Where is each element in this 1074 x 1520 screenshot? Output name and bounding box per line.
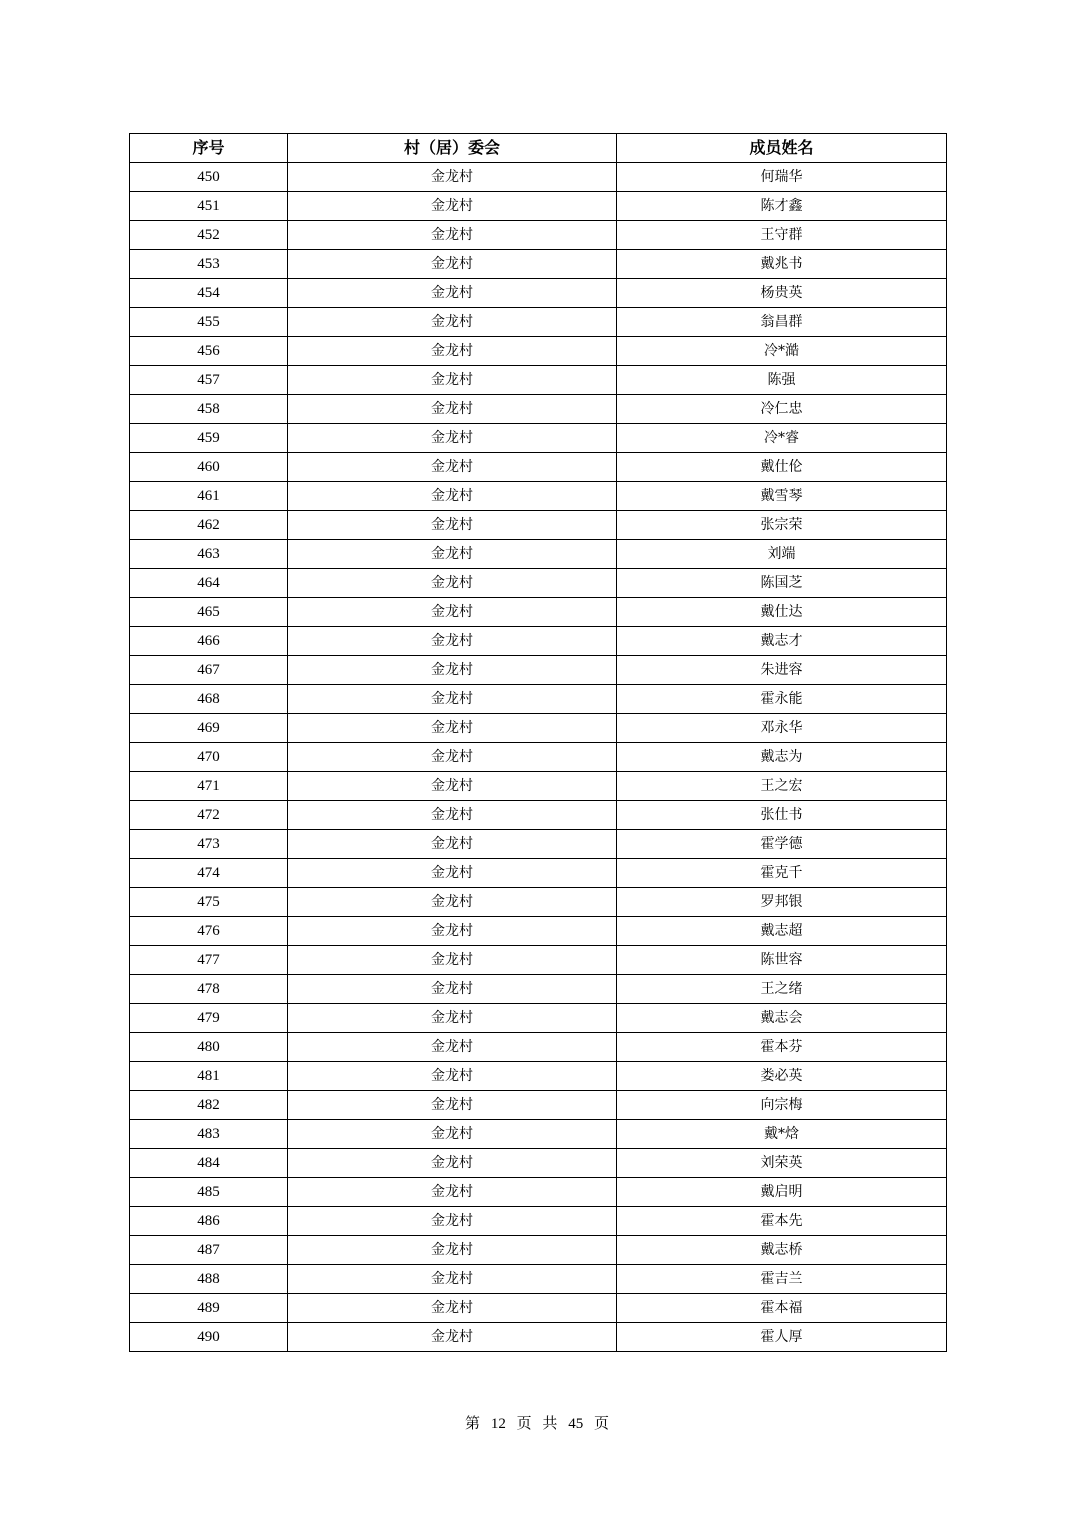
cell-serial-number: 474	[130, 859, 288, 888]
table-row	[130, 279, 947, 308]
cell-member-name: 张仕书	[617, 801, 947, 830]
footer-total-word: 共	[542, 1414, 558, 1432]
cell-member-name: 霍本福	[617, 1294, 947, 1323]
cell-village-committee: 金龙村	[288, 1265, 617, 1294]
table-row	[130, 1265, 947, 1294]
cell-village-committee: 金龙村	[288, 1033, 617, 1062]
page-footer	[0, 1412, 1074, 1433]
cell-village-committee: 金龙村	[288, 743, 617, 772]
cell-village-committee: 金龙村	[288, 888, 617, 917]
cell-village-committee: 金龙村	[288, 337, 617, 366]
cell-serial-number: 485	[130, 1178, 288, 1207]
cell-village-committee: 金龙村	[288, 685, 617, 714]
cell-member-name: 霍永能	[617, 685, 947, 714]
cell-serial-number: 455	[130, 308, 288, 337]
cell-village-committee: 金龙村	[288, 859, 617, 888]
cell-member-name: 王之绪	[617, 975, 947, 1004]
cell-member-name: 戴*焓	[617, 1120, 947, 1149]
cell-village-committee: 金龙村	[288, 1120, 617, 1149]
cell-member-name: 陈国芝	[617, 569, 947, 598]
cell-serial-number: 462	[130, 511, 288, 540]
cell-village-committee: 金龙村	[288, 1323, 617, 1352]
cell-member-name: 刘荣英	[617, 1149, 947, 1178]
cell-serial-number: 450	[130, 163, 288, 192]
table-row	[130, 801, 947, 830]
cell-member-name: 陈世容	[617, 946, 947, 975]
cell-village-committee: 金龙村	[288, 1149, 617, 1178]
cell-serial-number: 466	[130, 627, 288, 656]
cell-member-name: 戴志才	[617, 627, 947, 656]
cell-village-committee: 金龙村	[288, 569, 617, 598]
header-member-name: 成员姓名	[617, 134, 947, 163]
table-row	[130, 424, 947, 453]
cell-serial-number: 461	[130, 482, 288, 511]
cell-village-committee: 金龙村	[288, 308, 617, 337]
table-row	[130, 1323, 947, 1352]
cell-village-committee: 金龙村	[288, 627, 617, 656]
table-row	[130, 250, 947, 279]
table-row	[130, 1294, 947, 1323]
cell-member-name: 朱进容	[617, 656, 947, 685]
cell-member-name: 何瑞华	[617, 163, 947, 192]
cell-serial-number: 453	[130, 250, 288, 279]
table-row	[130, 1236, 947, 1265]
total-pages-number: 45	[568, 1416, 584, 1432]
cell-serial-number: 457	[130, 366, 288, 395]
table-row	[130, 511, 947, 540]
table-row	[130, 192, 947, 221]
table-row	[130, 743, 947, 772]
table-row	[130, 1033, 947, 1062]
cell-village-committee: 金龙村	[288, 511, 617, 540]
cell-member-name: 冷仁忠	[617, 395, 947, 424]
table-row	[130, 714, 947, 743]
cell-serial-number: 487	[130, 1236, 288, 1265]
table-row	[130, 888, 947, 917]
table-row	[130, 772, 947, 801]
cell-village-committee: 金龙村	[288, 598, 617, 627]
table-row	[130, 395, 947, 424]
cell-member-name: 陈强	[617, 366, 947, 395]
cell-village-committee: 金龙村	[288, 975, 617, 1004]
cell-village-committee: 金龙村	[288, 250, 617, 279]
table-row	[130, 1207, 947, 1236]
cell-serial-number: 488	[130, 1265, 288, 1294]
cell-village-committee: 金龙村	[288, 1207, 617, 1236]
cell-village-committee: 金龙村	[288, 830, 617, 859]
table-row	[130, 946, 947, 975]
header-village-committee: 村（居）委会	[288, 134, 617, 163]
table-row	[130, 830, 947, 859]
cell-member-name: 霍本芬	[617, 1033, 947, 1062]
cell-serial-number: 489	[130, 1294, 288, 1323]
cell-village-committee: 金龙村	[288, 1236, 617, 1265]
table-header-row	[130, 134, 947, 163]
cell-village-committee: 金龙村	[288, 1178, 617, 1207]
cell-serial-number: 478	[130, 975, 288, 1004]
cell-serial-number: 454	[130, 279, 288, 308]
cell-member-name: 霍吉兰	[617, 1265, 947, 1294]
cell-member-name: 戴仕达	[617, 598, 947, 627]
cell-member-name: 张宗荣	[617, 511, 947, 540]
cell-member-name: 霍克千	[617, 859, 947, 888]
cell-village-committee: 金龙村	[288, 453, 617, 482]
header-serial-number: 序号	[130, 134, 288, 163]
cell-village-committee: 金龙村	[288, 1091, 617, 1120]
cell-serial-number: 475	[130, 888, 288, 917]
table-row	[130, 366, 947, 395]
cell-serial-number: 490	[130, 1323, 288, 1352]
table-row	[130, 975, 947, 1004]
cell-serial-number: 464	[130, 569, 288, 598]
cell-serial-number: 470	[130, 743, 288, 772]
cell-serial-number: 458	[130, 395, 288, 424]
cell-village-committee: 金龙村	[288, 714, 617, 743]
cell-village-committee: 金龙村	[288, 1004, 617, 1033]
cell-village-committee: 金龙村	[288, 656, 617, 685]
cell-serial-number: 467	[130, 656, 288, 685]
cell-village-committee: 金龙村	[288, 1062, 617, 1091]
cell-serial-number: 471	[130, 772, 288, 801]
cell-village-committee: 金龙村	[288, 424, 617, 453]
cell-serial-number: 473	[130, 830, 288, 859]
cell-village-committee: 金龙村	[288, 772, 617, 801]
cell-member-name: 戴雪琴	[617, 482, 947, 511]
table-row	[130, 1149, 947, 1178]
cell-serial-number: 463	[130, 540, 288, 569]
table-row	[130, 337, 947, 366]
cell-serial-number: 480	[130, 1033, 288, 1062]
cell-serial-number: 468	[130, 685, 288, 714]
cell-member-name: 陈才鑫	[617, 192, 947, 221]
table-row	[130, 627, 947, 656]
cell-serial-number: 479	[130, 1004, 288, 1033]
cell-member-name: 刘端	[617, 540, 947, 569]
cell-member-name: 霍本先	[617, 1207, 947, 1236]
cell-village-committee: 金龙村	[288, 366, 617, 395]
cell-member-name: 王守群	[617, 221, 947, 250]
table-body	[130, 163, 947, 1352]
cell-village-committee: 金龙村	[288, 1294, 617, 1323]
table-row	[130, 859, 947, 888]
cell-serial-number: 481	[130, 1062, 288, 1091]
table-row	[130, 482, 947, 511]
cell-village-committee: 金龙村	[288, 163, 617, 192]
cell-serial-number: 452	[130, 221, 288, 250]
cell-serial-number: 460	[130, 453, 288, 482]
cell-member-name: 戴志桥	[617, 1236, 947, 1265]
cell-member-name: 戴仕伦	[617, 453, 947, 482]
cell-serial-number: 476	[130, 917, 288, 946]
cell-member-name: 冷*睿	[617, 424, 947, 453]
cell-village-committee: 金龙村	[288, 395, 617, 424]
cell-member-name: 邓永华	[617, 714, 947, 743]
cell-member-name: 杨贵英	[617, 279, 947, 308]
cell-member-name: 娄必英	[617, 1062, 947, 1091]
table-row	[130, 685, 947, 714]
cell-village-committee: 金龙村	[288, 221, 617, 250]
cell-member-name: 戴启明	[617, 1178, 947, 1207]
table-row	[130, 598, 947, 627]
cell-member-name: 戴兆书	[617, 250, 947, 279]
cell-member-name: 王之宏	[617, 772, 947, 801]
cell-serial-number: 451	[130, 192, 288, 221]
cell-serial-number: 459	[130, 424, 288, 453]
table-row	[130, 1178, 947, 1207]
cell-serial-number: 456	[130, 337, 288, 366]
cell-village-committee: 金龙村	[288, 192, 617, 221]
cell-member-name: 向宗梅	[617, 1091, 947, 1120]
cell-village-committee: 金龙村	[288, 482, 617, 511]
table-row	[130, 1062, 947, 1091]
cell-member-name: 冷*澔	[617, 337, 947, 366]
table-row	[130, 453, 947, 482]
footer-prefix: 第	[465, 1414, 481, 1432]
table-row	[130, 221, 947, 250]
cell-village-committee: 金龙村	[288, 917, 617, 946]
cell-serial-number: 484	[130, 1149, 288, 1178]
table-row	[130, 569, 947, 598]
cell-serial-number: 486	[130, 1207, 288, 1236]
cell-member-name: 霍人厚	[617, 1323, 947, 1352]
footer-suffix: 页	[593, 1414, 609, 1432]
table-row	[130, 308, 947, 337]
cell-serial-number: 469	[130, 714, 288, 743]
table-row	[130, 1004, 947, 1033]
cell-serial-number: 465	[130, 598, 288, 627]
table-row	[130, 656, 947, 685]
cell-serial-number: 483	[130, 1120, 288, 1149]
cell-member-name: 戴志为	[617, 743, 947, 772]
cell-village-committee: 金龙村	[288, 279, 617, 308]
table-row	[130, 1091, 947, 1120]
cell-serial-number: 477	[130, 946, 288, 975]
cell-serial-number: 482	[130, 1091, 288, 1120]
cell-member-name: 霍学德	[617, 830, 947, 859]
cell-serial-number: 472	[130, 801, 288, 830]
footer-page-word: 页	[516, 1414, 532, 1432]
cell-member-name: 戴志会	[617, 1004, 947, 1033]
table-row	[130, 540, 947, 569]
cell-village-committee: 金龙村	[288, 946, 617, 975]
table-row	[130, 917, 947, 946]
cell-village-committee: 金龙村	[288, 540, 617, 569]
cell-member-name: 戴志超	[617, 917, 947, 946]
table-row	[130, 163, 947, 192]
cell-member-name: 翁昌群	[617, 308, 947, 337]
member-table	[129, 133, 947, 1352]
current-page-number: 12	[490, 1416, 506, 1432]
cell-village-committee: 金龙村	[288, 801, 617, 830]
table-row	[130, 1120, 947, 1149]
cell-member-name: 罗邦银	[617, 888, 947, 917]
